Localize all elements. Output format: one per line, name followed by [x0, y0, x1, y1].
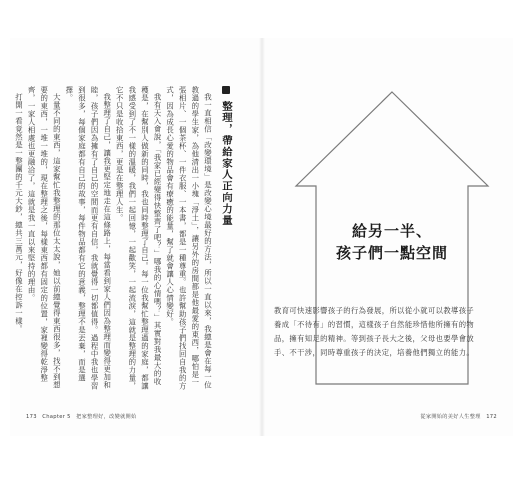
house-title-line-1: 給另一半、 [351, 222, 432, 240]
house-body-text: 教育可快速影響孩子的行為發展，所以從小就可以教導孩子養成「不待有」的習慣，這樣孩子自然能珍惜他所擁有的物品，擁有知足的精神。等到孩子長大之後，父母也要學會放手、不干涉，同時尊重孩子的決定，培養他們獨立的能力。 [274, 306, 475, 357]
body-paragraph: 我整理了自己，讓我更堅定地走在這條路上，每當看到家人們因為整理而變得更加和睦，孩子們因為擁有了自己的空間而更有自信，我就覺得一切都值得。過程中我也學習到很多，每個家庭都有自己的故事，每件物品都有它的意義，整理不是丟棄，而是選擇。 [64, 86, 112, 390]
body-paragraph: 打開一看竟然是一整團的千元大鈔，總共三萬元，好像在控訴一樣。 [14, 93, 24, 334]
vertical-text-block [14, 86, 232, 392]
left-page-footer: 173 Chapter 5 把家整理好，改變就開始 [26, 414, 137, 420]
right-page [262, 38, 513, 436]
body-paragraph: 大量不同的東西，這家幫忙我整理的那位太太說，她以前總覺得東西很多，找不到想要的東西，一堆一堆的，現在整理之後，每樣東西都有固定的位置，家裡變得乾淨整齊，一家人相處也更融洽了，這就是我一直以來堅持的理由。 [27, 86, 62, 390]
house-title-line-2: 孩子們一點空間 [335, 244, 448, 262]
right-page-footer: 從家開始的美好人生整理 172 [420, 414, 497, 420]
book-spread [10, 38, 513, 436]
body-paragraph: 我有天入會說，「我家已經變得快整齊了吧？」哪我的心情嗎？」其實對我最大的收穫是，在幫別人做新的同時，我也同時整理了自己。每一位我幫忙整理過的家庭，都讓我感受到了不一樣的溫暖，我們一起回憶，一起歡笑，一起流淚，這就是整理的力量，它不只是收拾東西，更是在整理人生。 [115, 86, 163, 390]
left-page [10, 38, 262, 436]
body-paragraph: 我一直相信「改變環境」是改變心境最好的方法，所以一直以來，我總是會在每一位教過的學生家，為他清出一小塊「淨土」，讓另外的房間都是他最愛的東西，哪怕是一張相片、一個茶杯、一件衣服、一本書，都是一種尊重。也許幫助孩子們找回自我的方式，因為成長心愛的物品會有療癒的能量，幫了就會讓人心情變好。 [165, 86, 213, 390]
section-heading-text: 整理，帶給家人正向力量 [220, 100, 232, 227]
section-heading [219, 86, 232, 392]
heading-bullet-icon [222, 86, 230, 94]
